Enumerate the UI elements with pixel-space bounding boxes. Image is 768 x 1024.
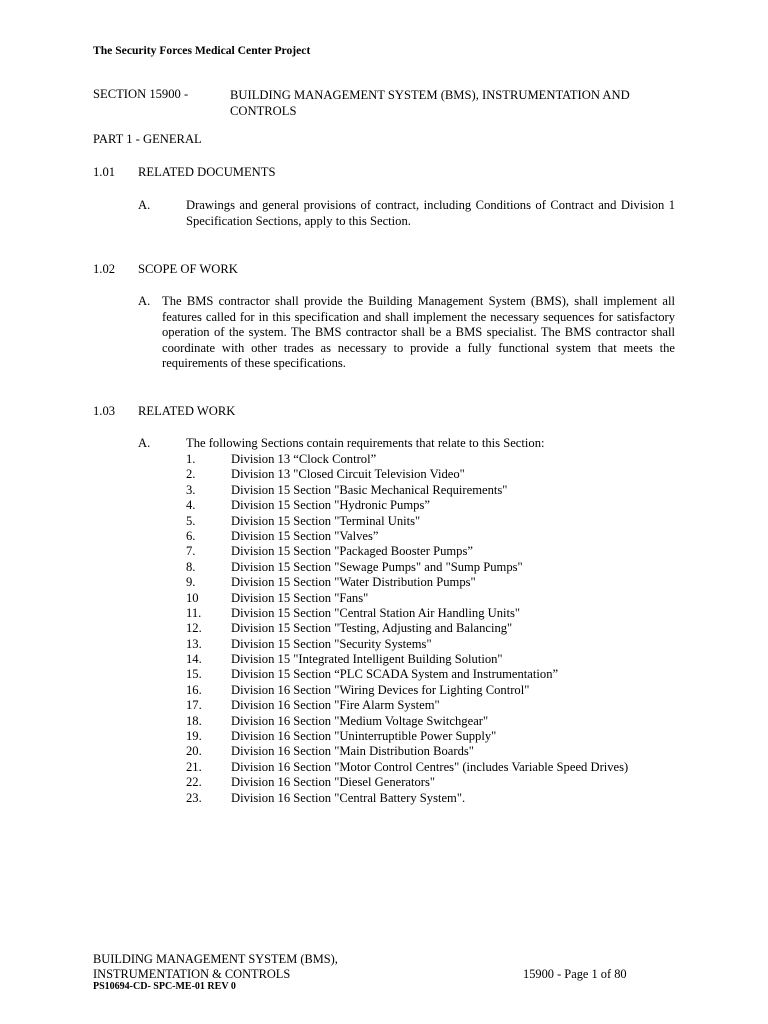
list-item-text: Division 16 Section "Diesel Generators" (231, 775, 436, 790)
footer-title-line-2: INSTRUMENTATION & CONTROLS (93, 967, 291, 981)
footer-title-line-1: BUILDING MANAGEMENT SYSTEM (BMS), (93, 952, 338, 966)
list-item-text: Division 16 Section "Main Distribution Boards" (231, 744, 474, 759)
paragraph-letter: A. (138, 294, 151, 308)
footer-page-number: 15900 - Page 1 of 80 (523, 967, 627, 981)
section-title: BUILDING MANAGEMENT SYSTEM (BMS), INSTRUMENTATION AND CONTROLS (230, 88, 630, 118)
list-item-text: Division 15 Section "Fans" (231, 590, 369, 605)
article-number-1-02: 1.02 (93, 262, 116, 276)
article-title-scope-of-work: SCOPE OF WORK (138, 262, 238, 276)
list-item-number: 20. (186, 744, 202, 759)
list-item-text: Division 16 Section "Wiring Devices for Lighting Control" (231, 682, 530, 697)
list-item-number: 18. (186, 713, 202, 728)
list-item-text: Division 15 Section "Water Distribution Pumps" (231, 575, 476, 590)
list-item-number: 2. (186, 467, 196, 482)
paragraph-related-documents: Drawings and general provisions of contract, including Conditions of Contract and Division 1 Specification Sections, apply to this Section. (186, 198, 675, 228)
list-item-number: 19. (186, 729, 202, 744)
list-item-text: Division 15 Section "Central Station Air Handling Units" (231, 605, 521, 620)
list-item-text: Division 16 Section "Motor Control Centres" (includes Variable Speed Drives) (231, 759, 629, 774)
list-item-text: Division 15 Section "Valves” (231, 528, 379, 543)
list-item-text: Division 15 "Integrated Intelligent Building Solution" (231, 652, 503, 667)
list-item-number: 21. (186, 759, 202, 774)
list-item-text: Division 15 Section "Basic Mechanical Requirements" (231, 482, 508, 497)
list-item-text: Division 13 "Closed Circuit Television Video" (231, 467, 465, 482)
article-number-1-03: 1.03 (93, 404, 116, 418)
list-item-number: 7. (186, 544, 196, 559)
paragraph-related-work: The following Sections contain requirements that relate to this Section: (186, 436, 545, 450)
list-item-number: 22. (186, 775, 202, 790)
paragraph-scope-of-work: The BMS contractor shall provide the Building Management System (BMS), shall implement all features called for in this specification and shall implement the necessary sequences for satisfactory operation of the system. The BMS contractor shall be a BMS specialist. The BMS contractor shall coordinate with other trades as necessary to provide a fully functional system that meets the requirements of these specifications. (162, 294, 675, 370)
list-item-number: 11. (186, 605, 202, 620)
footer-document-reference: PS10694-CD- SPC-ME-01 REV 0 (93, 981, 236, 992)
article-number-1-01: 1.01 (93, 165, 116, 179)
list-item-number: 4. (186, 498, 196, 513)
article-title-related-documents: RELATED DOCUMENTS (138, 165, 276, 179)
list-item-number: 8. (186, 559, 196, 574)
list-item-text: Division 16 Section "Uninterruptible Power Supply" (231, 729, 497, 744)
section-number: SECTION 15900 - (93, 87, 189, 101)
project-title: The Security Forces Medical Center Project (93, 44, 311, 57)
list-item-number: 12. (186, 621, 202, 636)
list-item-number: 10 (186, 590, 199, 605)
list-item-number: 23. (186, 790, 202, 805)
list-item-text: Division 15 Section "Security Systems" (231, 636, 432, 651)
article-title-related-work: RELATED WORK (138, 404, 236, 418)
list-item-text: Division 15 Section "Sewage Pumps" and "Sump Pumps" (231, 559, 523, 574)
list-item-number: 17. (186, 698, 202, 713)
list-item-number: 13. (186, 636, 202, 651)
list-item-text: Division 13 “Clock Control” (231, 452, 377, 466)
list-item-text: Division 15 Section "Terminal Units" (231, 513, 421, 528)
list-item-text: Division 15 Section “PLC SCADA System and Instrumentation” (231, 667, 559, 682)
list-item-number: 5. (186, 513, 196, 528)
list-item-number: 6. (186, 528, 196, 543)
list-item-number: 3. (186, 482, 196, 497)
part-heading: PART 1 - GENERAL (93, 132, 202, 146)
list-item-text: Division 15 Section "Hydronic Pumps” (231, 498, 430, 513)
list-item-text: Division 16 Section "Central Battery System". (231, 790, 466, 805)
paragraph-letter: A. (138, 198, 151, 212)
list-item-number: 9. (186, 575, 196, 590)
list-item-number: 16. (186, 682, 202, 697)
list-item-number: 14. (186, 652, 202, 667)
list-item-number: 1. (186, 452, 196, 466)
paragraph-letter: A. (138, 436, 151, 450)
list-item-number: 15. (186, 667, 202, 682)
list-item-text: Division 15 Section "Testing, Adjusting and Balancing" (231, 621, 513, 636)
list-item-text: Division 15 Section "Packaged Booster Pumps” (231, 544, 473, 559)
list-item-text: Division 16 Section "Medium Voltage Switchgear" (231, 713, 489, 728)
list-item-text: Division 16 Section "Fire Alarm System" (231, 698, 440, 713)
